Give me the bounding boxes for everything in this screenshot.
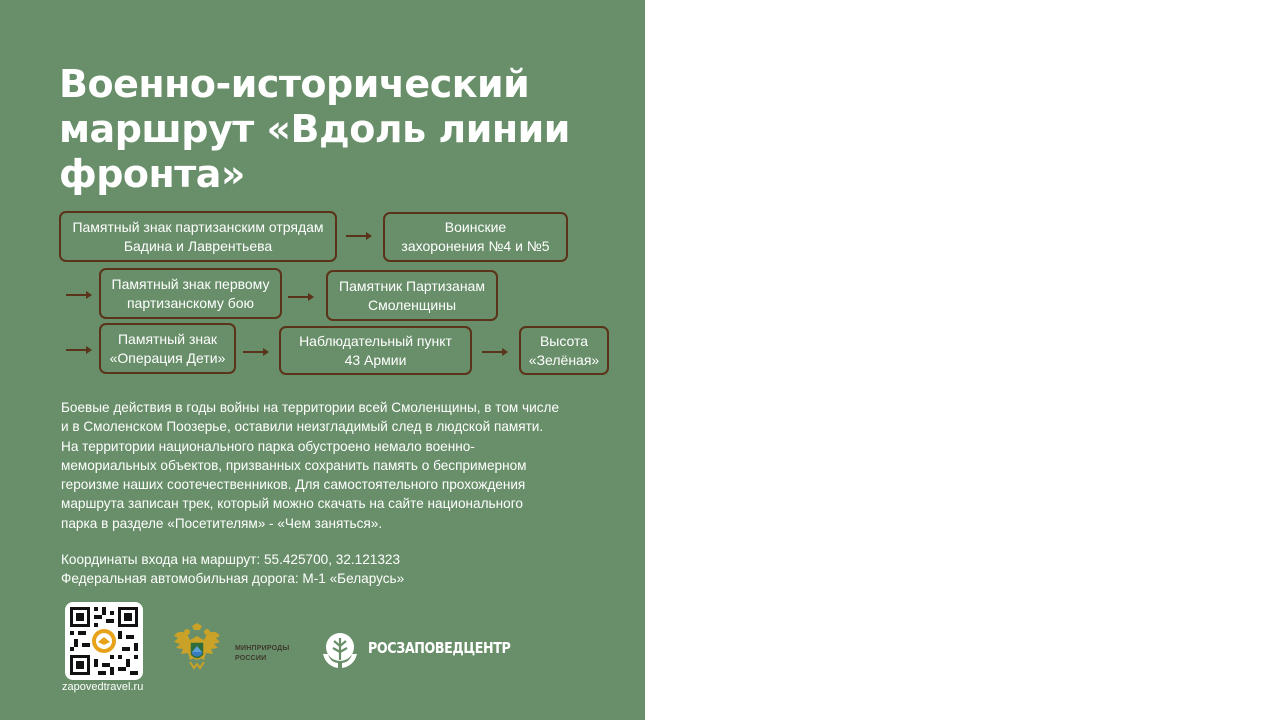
title-line: фронта» [59,152,245,196]
ministry-name [235,644,289,664]
description-line: На территории национального парка обустроено немало военно- [61,438,475,454]
route-stop-label: партизанскому бою [126,294,255,311]
route-arrow [66,349,90,351]
route-stop-label: Памятный знак партизанским отрядам [72,218,324,235]
website-link[interactable]: zapovedtravel.ru [62,681,144,693]
organization-name: РОСЗАПОВЕДЦЕНТР [368,639,511,657]
route-stop-label: Наблюдательный пункт [299,332,452,349]
route-description [61,398,621,533]
tree-in-hands-logo-icon [320,630,360,674]
ministry-name-line: РОССИИ [235,655,267,662]
description-line: маршрута записан трек, который можно скачать на сайте национального [61,496,523,512]
blank-area [645,0,1280,720]
qr-code-icon[interactable] [65,602,143,680]
route-stop-label: Памятный знак [117,330,218,347]
double-headed-eagle-emblem-icon [168,622,226,684]
route-stop-label: захоронения №4 и №5 [401,238,550,254]
route-stop-label: Памятный знак первому [111,275,270,292]
route-stop-label: «Зелёная» [528,351,600,368]
route-coordinates [61,550,621,589]
route-stop-burials [383,212,568,262]
description-line: мемориальных объектов, призванных сохранить память о беспримерном [61,457,527,473]
entrance-coordinates: Координаты входа на маршрут: 55.425700, 32.121323 [61,552,401,567]
description-line: героизме наших соотечественников. Для самостоятельного прохождения [61,477,526,493]
title-line: маршрут «Вдоль линии [59,107,570,151]
route-stop-observation-post [279,326,472,375]
route-arrow [346,235,370,237]
description-line: и в Смоленском Поозерье, оставили неизгладимый след в людской памяти. [61,419,544,435]
route-arrow [66,294,90,296]
route-stop-label: Бадина и Лаврентьева [123,237,273,254]
route-arrow [243,351,267,353]
route-stop-label: 43 Армии [344,351,407,368]
page-title [59,62,619,197]
description-line: парка в разделе «Посетителям» - «Чем заняться». [61,515,383,531]
route-stop-green-height [519,326,609,375]
route-stop-first-battle [99,268,282,319]
route-stop-label: Смоленщины [367,296,457,313]
route-stop-operation-children [99,323,236,374]
route-stop-label: Высота [539,332,589,349]
ministry-name-line: МИНПРИРОДЫ [235,645,290,652]
route-stop-partisans-monument [326,270,498,321]
route-stop-label: «Операция Дети» [109,349,226,366]
route-arrow [288,296,312,298]
road-info: Федеральная автомобильная дорога: М-1 «Беларусь» [61,571,405,587]
route-stop-label: Памятник Партизанам [339,277,485,294]
route-stop-label: Воинские [444,219,507,235]
description-line: Боевые действия в годы войны на территории всей Смоленщины, в том числе [61,400,560,415]
title-line: Военно-исторический [59,62,530,106]
route-stop-memorial-badin [59,211,337,262]
route-arrow [482,351,506,353]
